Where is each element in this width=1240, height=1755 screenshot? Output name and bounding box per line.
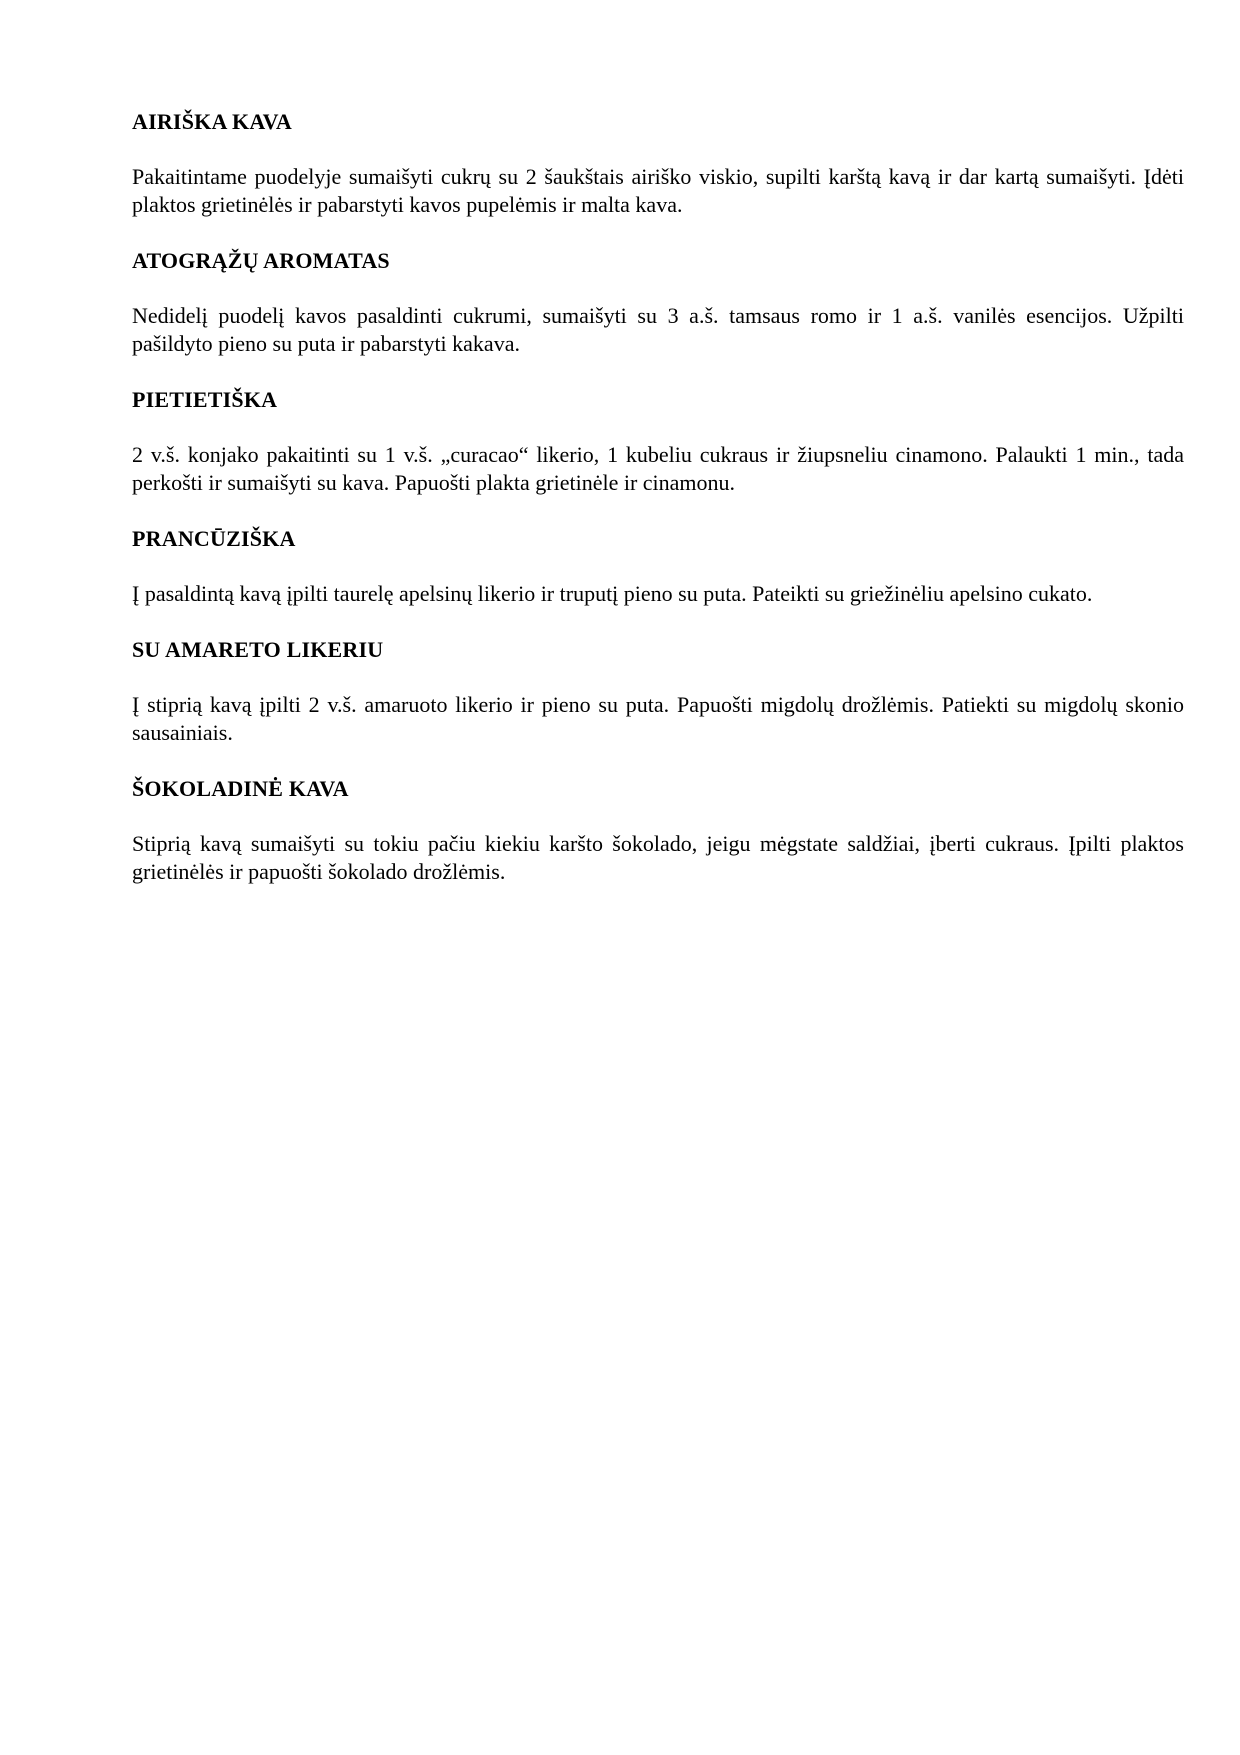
recipe-title: ATOGRĄŽŲ AROMATAS xyxy=(132,248,390,273)
document-page xyxy=(132,108,1184,914)
recipe-title: ŠOKOLADINĖ KAVA xyxy=(132,776,349,801)
recipe-text: 2 v.š. konjako pakaitinti su 1 v.š. „curacao“ likerio, 1 kubeliu cukraus ir žiupsneliu cinamono. Palaukti 1 min., tada perkošti ir sumaišyti su kava. Papuošti plakta grietinėle ir cinamonu. xyxy=(132,442,1184,495)
recipe-text: Stiprią kavą sumaišyti su tokiu pačiu kiekiu karšto šokolado, jeigu mėgstate saldžiai, įberti cukraus. Įpilti plaktos grietinėlės ir papuošti šokolado drožlėmis. xyxy=(132,831,1184,884)
recipe-pietietiska xyxy=(132,386,1184,497)
recipe-airiska-kava xyxy=(132,108,1184,219)
recipe-title: PRANCŪZIŠKA xyxy=(132,526,296,551)
recipe-text: Į stiprią kavą įpilti 2 v.š. amaruoto likerio ir pieno su puta. Papuošti migdolų drožlėmis. Patiekti su migdolų skonio sausainiais. xyxy=(132,692,1184,745)
recipe-atograzu-aromatas xyxy=(132,247,1184,358)
recipe-text: Į pasaldintą kavą įpilti taurelę apelsinų likerio ir truputį pieno su puta. Pateikti su griežinėliu apelsino cukato. xyxy=(132,581,1093,606)
recipe-text: Pakaitintame puodelyje sumaišyti cukrų su 2 šaukštais airiško viskio, supilti karštą kavą ir dar kartą sumaišyti. Įdėti plaktos grietinėlės ir pabarstyti kavos pupelėmis ir malta kava. xyxy=(132,164,1184,217)
recipe-title: AIRIŠKA KAVA xyxy=(132,109,292,134)
recipe-prancuziska xyxy=(132,525,1184,608)
recipe-sokoladine-kava xyxy=(132,775,1184,886)
recipe-text: Nedidelį puodelį kavos pasaldinti cukrumi, sumaišyti su 3 a.š. tamsaus romo ir 1 a.š. vanilės esencijos. Užpilti pašildyto pieno su puta ir pabarstyti kakava. xyxy=(132,303,1184,356)
recipe-su-amareto-likeriu xyxy=(132,636,1184,747)
recipe-title: PIETIETIŠKA xyxy=(132,387,278,412)
recipe-title: SU AMARETO LIKERIU xyxy=(132,637,384,662)
